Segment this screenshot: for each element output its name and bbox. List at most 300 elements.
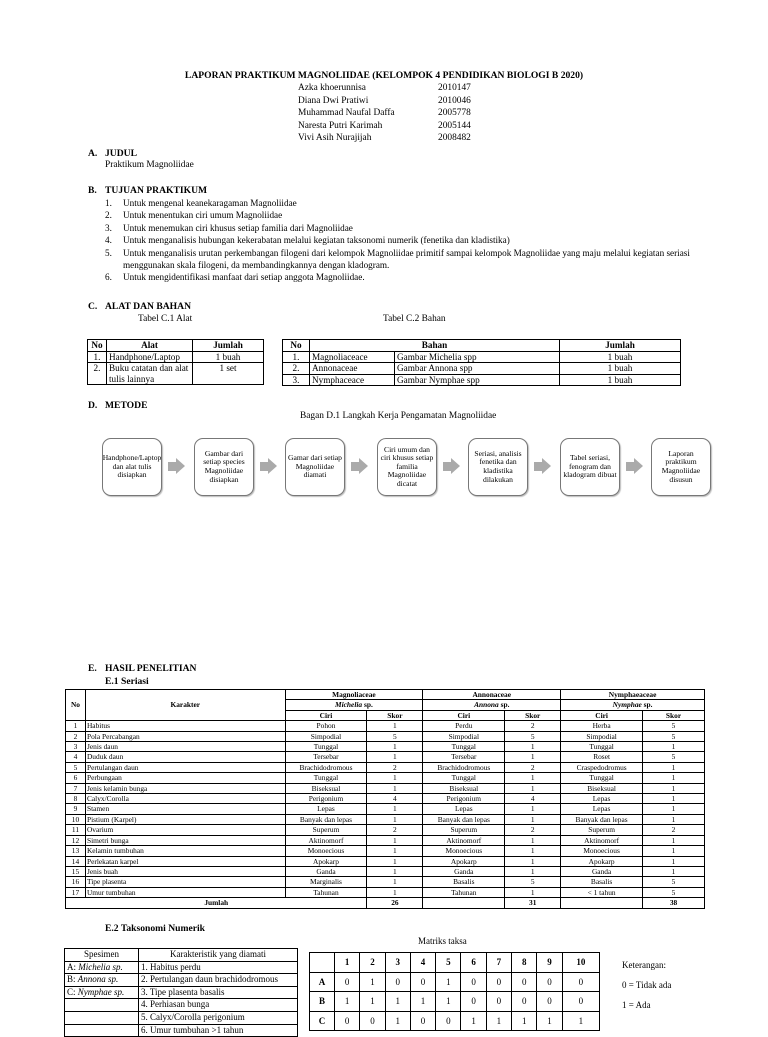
spesimen-code: B: xyxy=(67,974,76,985)
matrix-col-header: 7 xyxy=(486,953,511,973)
tujuan-text: Untuk menentukan ciri umum Magnoliidae xyxy=(123,210,283,221)
spesimen-name: Michelia sp. xyxy=(78,961,123,972)
cell-skor-magnoliaceae: 1 xyxy=(367,721,423,731)
cell-no: 2. xyxy=(283,363,310,375)
total-spacer xyxy=(423,898,505,908)
th-karakteristik: Karakteristik yang diamati xyxy=(139,949,298,962)
cell-karakter: Jenis buah xyxy=(85,866,285,876)
matrix-cell: 0 xyxy=(537,972,562,992)
cell-ciri-nymphaeaceae: Lepas xyxy=(561,794,643,804)
matrix-row-label: A xyxy=(310,972,335,992)
cell-jumlah: 1 buah xyxy=(560,374,681,386)
cell-karakteristik: 5. Calyx/Corolla perigonium xyxy=(139,1011,298,1024)
table-row xyxy=(66,846,705,856)
table-row xyxy=(65,1024,298,1037)
cell-karakteristik: 2. Pertulangan daun brachidodromous xyxy=(139,974,298,987)
cell-skor-magnoliaceae: 1 xyxy=(367,804,423,814)
cell-spesimen xyxy=(65,986,139,999)
table-row xyxy=(88,363,264,385)
section-d-heading: D. METODE xyxy=(88,400,148,411)
matrix-cell: 0 xyxy=(537,992,562,1012)
cell-spesimen xyxy=(65,1011,139,1024)
matrix-cell: 0 xyxy=(385,972,410,992)
cell-no: 17 xyxy=(66,887,86,897)
cell-skor-magnoliaceae: 1 xyxy=(367,856,423,866)
cell-ciri-annonaceae: Lepas xyxy=(423,804,505,814)
table-alat xyxy=(87,339,264,385)
cell-skor-annonaceae: 1 xyxy=(505,887,561,897)
cell-ciri-magnoliaceae: Superum xyxy=(285,825,367,835)
matrix-cell: 0 xyxy=(335,972,360,992)
cell-ciri-magnoliaceae: Tunggal xyxy=(285,773,367,783)
spesimen-name: Annona sp. xyxy=(77,974,119,985)
total-label: Jumlah xyxy=(66,898,367,908)
member-nim: 2008482 xyxy=(438,133,471,144)
e1-heading: E.1 Seriasi xyxy=(105,676,149,687)
cell-skor-nymphaeaceae: 1 xyxy=(643,866,705,876)
cell-jumlah: 1 set xyxy=(193,363,264,385)
cell-skor-nymphaeaceae: 1 xyxy=(643,846,705,856)
cell-no: 13 xyxy=(66,846,86,856)
cell-ciri-nymphaeaceae: Ganda xyxy=(561,866,643,876)
th-bahan: Bahan xyxy=(310,340,560,352)
cell-skor-nymphaeaceae: 5 xyxy=(643,721,705,731)
th-alat: Alat xyxy=(107,340,193,352)
member-name: Azka khoerunnisa xyxy=(298,83,366,93)
cell-karakter: Tipe plasenta xyxy=(85,877,285,887)
th-no: No xyxy=(66,690,86,721)
cell-no: 5 xyxy=(66,762,86,772)
cell-ciri-magnoliaceae: Banyak dan lepas xyxy=(285,814,367,824)
cell-jumlah: 1 buah xyxy=(560,351,681,363)
table-row xyxy=(66,773,705,783)
member-list xyxy=(298,82,471,145)
matrix-cell: 1 xyxy=(562,1011,599,1031)
matrix-cell: 1 xyxy=(360,972,385,992)
matrix-cell: 0 xyxy=(410,1011,435,1031)
matrix-cell: 1 xyxy=(461,1011,486,1031)
table-row xyxy=(66,887,705,897)
cell-no: 2. xyxy=(88,363,107,385)
cell-skor-magnoliaceae: 4 xyxy=(367,794,423,804)
cell-ciri-magnoliaceae: Tersebar xyxy=(285,752,367,762)
cell-alat: Handphone/Laptop xyxy=(107,351,193,363)
total-annonaceae: 31 xyxy=(505,898,561,908)
flow-step: Gambar dari setiap species Magnoliidae disiapkan xyxy=(194,438,254,496)
cell-ciri-magnoliaceae: Monoecious xyxy=(285,846,367,856)
cell-skor-annonaceae: 1 xyxy=(505,783,561,793)
table-c1-caption: Tabel C.1 Alat xyxy=(138,314,193,324)
cell-ciri-nymphaeaceae: Monoecious xyxy=(561,846,643,856)
cell-no: 3. xyxy=(283,374,310,386)
matrix-row-label: C xyxy=(310,1011,335,1031)
cell-ciri-nymphaeaceae: < 1 tahun xyxy=(561,887,643,897)
matrix-cell: 1 xyxy=(360,992,385,1012)
table-row xyxy=(283,363,681,375)
cell-karakter: Pistium (Karpel) xyxy=(85,814,285,824)
th-family-magnoliaceae: Magnoliaceae xyxy=(285,690,423,700)
cell-karakteristik: 4. Perhiasan bunga xyxy=(139,999,298,1012)
cell-karakter: Duduk daun xyxy=(85,752,285,762)
cell-skor-nymphaeaceae: 5 xyxy=(643,731,705,741)
cell-no: 9 xyxy=(66,804,86,814)
matrix-cell: 1 xyxy=(385,1011,410,1031)
table-row xyxy=(66,825,705,835)
cell-gambar: Gambar Michelia spp xyxy=(395,351,560,363)
tujuan-item xyxy=(105,247,705,272)
cell-ciri-annonaceae: Ganda xyxy=(423,866,505,876)
matrix-cell: 0 xyxy=(410,972,435,992)
cell-ciri-nymphaeaceae: Apokarp xyxy=(561,856,643,866)
cell-ciri-magnoliaceae: Biseksual xyxy=(285,783,367,793)
cell-no: 1. xyxy=(88,351,107,363)
cell-skor-annonaceae: 5 xyxy=(505,731,561,741)
cell-skor-annonaceae: 1 xyxy=(505,866,561,876)
table-row xyxy=(66,804,705,814)
total-nymphaeaceae: 38 xyxy=(643,898,705,908)
keterangan-one: 1 = Ada xyxy=(622,1000,651,1010)
cell-jumlah: 1 buah xyxy=(193,351,264,363)
cell-skor-nymphaeaceae: 1 xyxy=(643,762,705,772)
cell-ciri-annonaceae: Tersebar xyxy=(423,752,505,762)
member-nim: 2010147 xyxy=(438,83,471,93)
cell-karakter: Kelamin tumbuhan xyxy=(85,846,285,856)
table-row xyxy=(66,752,705,762)
cell-skor-nymphaeaceae: 1 xyxy=(643,814,705,824)
cell-skor-annonaceae: 2 xyxy=(505,762,561,772)
cell-no: 12 xyxy=(66,835,86,845)
cell-karakter: Jenis daun xyxy=(85,742,285,752)
matrix-caption: Matriks taksa xyxy=(418,936,467,946)
matrix-col-header: 10 xyxy=(562,953,599,973)
total-magnoliaceae: 26 xyxy=(367,898,423,908)
cell-karakteristik: 1. Habitus perdu xyxy=(139,961,298,974)
cell-skor-annonaceae: 5 xyxy=(505,877,561,887)
cell-skor-magnoliaceae: 2 xyxy=(367,825,423,835)
table-c2-caption: Tabel C.2 Bahan xyxy=(383,314,446,324)
matrix-cell: 1 xyxy=(410,992,435,1012)
cell-ciri-magnoliaceae: Perigonium xyxy=(285,794,367,804)
cell-skor-magnoliaceae: 1 xyxy=(367,773,423,783)
cell-ciri-magnoliaceae: Simpodial xyxy=(285,731,367,741)
cell-skor-annonaceae: 1 xyxy=(505,804,561,814)
keterangan-title: Keterangan: xyxy=(622,960,666,970)
table-row xyxy=(66,835,705,845)
cell-ciri-nymphaeaceae: Biseksual xyxy=(561,783,643,793)
member-name: Diana Dwi Pratiwi xyxy=(298,95,369,106)
cell-karakter: Simetri bunga xyxy=(85,835,285,845)
th-ciri: Ciri xyxy=(561,710,643,720)
th-family-annonaceae: Annonaceae xyxy=(423,690,561,700)
table-row xyxy=(88,351,264,363)
cell-skor-magnoliaceae: 2 xyxy=(367,762,423,772)
cell-skor-annonaceae: 2 xyxy=(505,721,561,731)
member-nim: 2010046 xyxy=(438,95,471,106)
section-b-heading: B. TUJUAN PRAKTIKUM xyxy=(88,185,208,196)
cell-skor-annonaceae: 1 xyxy=(505,856,561,866)
matrix-col-header: 2 xyxy=(360,953,385,973)
table-row xyxy=(66,866,705,876)
cell-skor-annonaceae: 1 xyxy=(505,773,561,783)
member-row xyxy=(298,120,471,133)
flow-step: Gamar dari setiap Magnoliidae diamati xyxy=(285,438,345,496)
cell-skor-magnoliaceae: 1 xyxy=(367,814,423,824)
matrix-row-label: B xyxy=(310,992,335,1012)
th-spesimen: Spesimen xyxy=(65,949,139,962)
th-jumlah: Jumlah xyxy=(193,340,264,352)
cell-ciri-magnoliaceae: Marginalis xyxy=(285,877,367,887)
th-skor: Skor xyxy=(505,710,561,720)
cell-gambar: Gambar Nymphae spp xyxy=(395,374,560,386)
table-row xyxy=(66,877,705,887)
tujuan-number: 1. xyxy=(105,198,112,208)
cell-ciri-magnoliaceae: Tunggal xyxy=(285,742,367,752)
cell-skor-magnoliaceae: 5 xyxy=(367,731,423,741)
tujuan-number: 2. xyxy=(105,210,112,221)
cell-no: 4 xyxy=(66,752,86,762)
member-name: Naresta Putri Karimah xyxy=(298,120,383,131)
th-genus-michelia: Michelia sp. xyxy=(285,700,423,710)
cell-ciri-nymphaeaceae: Craspedodromus xyxy=(561,762,643,772)
cell-famili: Magnoliaceace xyxy=(310,351,395,363)
member-nim: 2005144 xyxy=(438,120,471,131)
e2-heading: E.2 Taksonomi Numerik xyxy=(105,923,205,934)
cell-gambar: Gambar Annona spp xyxy=(395,363,560,375)
matrix-col-header: 5 xyxy=(436,953,461,973)
cell-jumlah: 1 buah xyxy=(560,363,681,375)
th-family-nymphaeaceae: Nymphaeaceae xyxy=(561,690,705,700)
table-row xyxy=(66,856,705,866)
cell-ciri-annonaceae: Superum xyxy=(423,825,505,835)
cell-spesimen xyxy=(65,1024,139,1037)
cell-alat: Buku catatan dan alat tulis lainnya xyxy=(107,363,193,385)
keterangan-zero: 0 = Tidak ada xyxy=(622,980,672,990)
table-row xyxy=(283,374,681,386)
table-row xyxy=(283,351,681,363)
spesimen-code: A: xyxy=(67,961,76,972)
section-e-heading: E. HASIL PENELITIAN xyxy=(88,663,197,674)
matrix-col-header: 3 xyxy=(385,953,410,973)
cell-ciri-nymphaeaceae: Simpodial xyxy=(561,731,643,741)
cell-ciri-annonaceae: Perdu xyxy=(423,721,505,731)
cell-ciri-magnoliaceae: Apokarp xyxy=(285,856,367,866)
cell-ciri-nymphaeaceae: Roset xyxy=(561,752,643,762)
cell-spesimen xyxy=(65,999,139,1012)
cell-no: 8 xyxy=(66,794,86,804)
tujuan-item xyxy=(105,271,705,283)
cell-ciri-nymphaeaceae: Tunggal xyxy=(561,773,643,783)
matrix-cell: 1 xyxy=(512,1011,537,1031)
cell-skor-magnoliaceae: 1 xyxy=(367,783,423,793)
cell-no: 10 xyxy=(66,814,86,824)
cell-ciri-nymphaeaceae: Superum xyxy=(561,825,643,835)
cell-skor-magnoliaceae: 1 xyxy=(367,752,423,762)
cell-karakteristik: 6. Umur tumbuhan >1 tahun xyxy=(139,1024,298,1037)
flow-step: Seriasi, analisis fenetika dan kladistika dilakukan xyxy=(468,438,528,496)
th-ciri: Ciri xyxy=(423,710,505,720)
matrix-col-header: 4 xyxy=(410,953,435,973)
tujuan-item xyxy=(105,197,705,209)
table-row xyxy=(66,814,705,824)
cell-skor-nymphaeaceae: 1 xyxy=(643,794,705,804)
section-c-heading: C. ALAT DAN BAHAN xyxy=(88,301,191,312)
cell-karakter: Ovarium xyxy=(85,825,285,835)
cell-no: 14 xyxy=(66,856,86,866)
cell-skor-magnoliaceae: 1 xyxy=(367,887,423,897)
keterangan xyxy=(622,955,671,1015)
matrix-table xyxy=(309,952,600,1031)
table-row xyxy=(66,762,705,772)
matrix-row xyxy=(310,1011,600,1031)
cell-no: 1. xyxy=(283,351,310,363)
cell-karakter: Calyx/Corolla xyxy=(85,794,285,804)
th-jumlah: Jumlah xyxy=(560,340,681,352)
matrix-row xyxy=(310,972,600,992)
tujuan-text: Untuk mengenal keanekaragaman Magnoliidae xyxy=(123,198,297,208)
cell-skor-annonaceae: 1 xyxy=(505,742,561,752)
matrix-cell: 1 xyxy=(486,1011,511,1031)
tujuan-number: 3. xyxy=(105,222,112,233)
cell-ciri-nymphaeaceae: Basalis xyxy=(561,877,643,887)
cell-no: 16 xyxy=(66,877,86,887)
cell-ciri-annonaceae: Tahunan xyxy=(423,887,505,897)
cell-skor-annonaceae: 4 xyxy=(505,794,561,804)
member-row xyxy=(298,107,471,120)
table-row xyxy=(65,1011,298,1024)
seriasi-table xyxy=(65,689,705,909)
cell-karakter: Pertulangan daun xyxy=(85,762,285,772)
cell-ciri-annonaceae: Apokarp xyxy=(423,856,505,866)
matrix-cell: 0 xyxy=(486,992,511,1012)
tujuan-item xyxy=(105,222,705,234)
matrix-cell: 0 xyxy=(436,1011,461,1031)
matrix-col-header: 6 xyxy=(461,953,486,973)
section-a-text: Praktikum Magnoliidae xyxy=(105,160,194,170)
th-karakter: Karakter xyxy=(85,690,285,721)
flow-step: Laporan praktikum Magnoliidae disusun xyxy=(651,438,711,496)
table-row xyxy=(66,731,705,741)
matrix-cell: 0 xyxy=(512,972,537,992)
cell-no: 1 xyxy=(66,721,86,731)
table-bahan xyxy=(282,339,681,386)
matrix-cell: 0 xyxy=(562,972,599,992)
tujuan-text: Untuk menganalisis hubungan kekerabatan melalui kegiatan taksonomi numerik (fenetika dan kladistika) xyxy=(123,235,510,246)
cell-skor-magnoliaceae: 1 xyxy=(367,866,423,876)
th-no: No xyxy=(283,340,310,352)
cell-skor-magnoliaceae: 1 xyxy=(367,742,423,752)
cell-ciri-nymphaeaceae: Herba xyxy=(561,721,643,731)
cell-skor-nymphaeaceae: 1 xyxy=(643,835,705,845)
matrix-cell: 0 xyxy=(512,992,537,1012)
cell-ciri-annonaceae: Biseksual xyxy=(423,783,505,793)
member-name: Vivi Asih Nurajijah xyxy=(298,133,372,144)
cell-no: 7 xyxy=(66,783,86,793)
cell-no: 3 xyxy=(66,742,86,752)
cell-ciri-annonaceae: Brachidodromous xyxy=(423,762,505,772)
cell-spesimen xyxy=(65,974,139,987)
cell-skor-nymphaeaceae: 1 xyxy=(643,742,705,752)
total-spacer xyxy=(561,898,643,908)
spesimen-name: Nymphae sp. xyxy=(77,986,125,997)
tujuan-text: Untuk menganalisis urutan perkembangan filogeni dari kelompok Magnoliidae primitif sampai kelompok Magnoliidae yang maju melalui kegiatan seriasi menggunakan skala filogeni, da membandingkannya dengan kladogram. xyxy=(123,247,690,271)
cell-karakter: Perlekatan karpel xyxy=(85,856,285,866)
cell-ciri-magnoliaceae: Pohon xyxy=(285,721,367,731)
member-row xyxy=(298,95,471,108)
th-genus-annona: Annona sp. xyxy=(423,700,561,710)
matrix-cell: 1 xyxy=(335,992,360,1012)
section-a-heading: A. JUDUL xyxy=(88,148,137,159)
cell-ciri-annonaceae: Aktinomorf xyxy=(423,835,505,845)
matrix-cell: 0 xyxy=(461,992,486,1012)
tujuan-item xyxy=(105,209,705,221)
matrix-cell: 0 xyxy=(486,972,511,992)
cell-skor-annonaceae: 2 xyxy=(505,825,561,835)
matrix-cell: 0 xyxy=(360,1011,385,1031)
matrix-cell: 0 xyxy=(461,972,486,992)
cell-karakter: Umur tumbuhan xyxy=(85,887,285,897)
table-row xyxy=(65,986,298,999)
cell-ciri-annonaceae: Perigonium xyxy=(423,794,505,804)
matrix-cell: 1 xyxy=(537,1011,562,1031)
member-row xyxy=(298,82,471,95)
matrix-cell: 1 xyxy=(436,972,461,992)
cell-no: 15 xyxy=(66,866,86,876)
cell-spesimen xyxy=(65,961,139,974)
cell-skor-annonaceae: 1 xyxy=(505,814,561,824)
cell-ciri-magnoliaceae: Brachidodromous xyxy=(285,762,367,772)
member-row xyxy=(298,132,471,145)
table-row xyxy=(66,742,705,752)
th-no: No xyxy=(88,340,107,352)
th-skor: Skor xyxy=(367,710,423,720)
matrix-cell: 0 xyxy=(562,992,599,1012)
cell-no: 6 xyxy=(66,773,86,783)
flow-step: Tabel seriasi, fenogram dan kladogram dibuat xyxy=(560,438,620,496)
cell-skor-nymphaeaceae: 2 xyxy=(643,825,705,835)
matrix-cell: 1 xyxy=(436,992,461,1012)
tujuan-list xyxy=(105,197,705,284)
matrix-cell: 0 xyxy=(335,1011,360,1031)
matrix-corner xyxy=(310,953,335,973)
cell-skor-annonaceae: 1 xyxy=(505,846,561,856)
cell-skor-nymphaeaceae: 5 xyxy=(643,887,705,897)
cell-skor-nymphaeaceae: 1 xyxy=(643,856,705,866)
cell-ciri-nymphaeaceae: Aktinomorf xyxy=(561,835,643,845)
cell-skor-annonaceae: 1 xyxy=(505,752,561,762)
cell-karakter: Pola Percabangan xyxy=(85,731,285,741)
cell-ciri-annonaceae: Monoecious xyxy=(423,846,505,856)
cell-no: 2 xyxy=(66,731,86,741)
matrix-col-header: 1 xyxy=(335,953,360,973)
cell-ciri-annonaceae: Tunggal xyxy=(423,773,505,783)
cell-no: 11 xyxy=(66,825,86,835)
cell-skor-magnoliaceae: 1 xyxy=(367,877,423,887)
member-name: Muhammad Naufal Daffa xyxy=(298,108,395,119)
cell-skor-nymphaeaceae: 5 xyxy=(643,877,705,887)
tujuan-item xyxy=(105,234,705,246)
cell-ciri-magnoliaceae: Aktinomorf xyxy=(285,835,367,845)
cell-skor-magnoliaceae: 1 xyxy=(367,835,423,845)
report-title: LAPORAN PRAKTIKUM MAGNOLIIDAE (KELOMPOK 4 PENDIDIKAN BIOLOGI B 2020) xyxy=(184,70,584,81)
cell-skor-nymphaeaceae: 1 xyxy=(643,773,705,783)
tujuan-number: 6. xyxy=(105,272,112,283)
flow-step: Handphone/Laptop dan alat tulis disiapkan xyxy=(102,438,162,496)
flow-step: Ciri umum dan ciri khusus setiap familia Magnoliidae dicatat xyxy=(377,438,437,496)
cell-karakteristik: 3. Tipe plasenta basalis xyxy=(139,986,298,999)
cell-ciri-annonaceae: Simpodial xyxy=(423,731,505,741)
cell-ciri-magnoliaceae: Tahunan xyxy=(285,887,367,897)
matrix-col-header: 8 xyxy=(512,953,537,973)
